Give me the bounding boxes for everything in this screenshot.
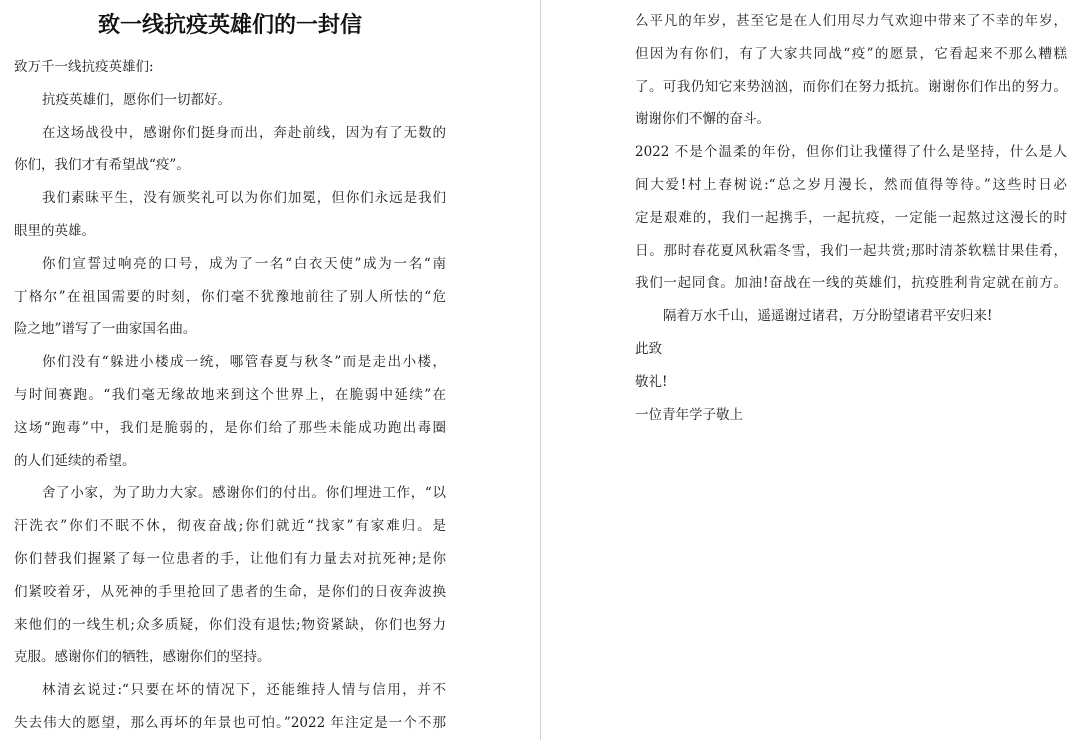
- text-line: 你们替我们握紧了每一位患者的手，让他们有力量去对抗死神;是你: [14, 550, 446, 567]
- text-line: 你们，我们才有希望战“疫”。: [14, 157, 190, 174]
- text-line: 舍了小家，为了助力大家。感谢你们的付出。你们埋进工作，“以: [42, 485, 446, 502]
- document-page-right: [541, 0, 1080, 740]
- text-line: 们紧咬着牙，从死神的手里抢回了患者的生命，是你们的日夜奔波换: [14, 583, 446, 600]
- letter-body-left: [14, 51, 446, 740]
- letter-title: 致一线抗疫英雄们的一封信: [97, 13, 362, 38]
- text-line: 一位青年学子敬上: [635, 406, 743, 423]
- text-line: 在这场战役中，感谢你们挺身而出，奔赴前线，因为有了无数的: [42, 124, 446, 141]
- text-line: 来他们的一线生机;众多质疑，你们没有退怯;物资紧缺，你们也努力: [14, 616, 446, 633]
- text-line: 你们没有“躲进小楼成一统，哪管春夏与秋冬”而是走出小楼，: [42, 354, 446, 371]
- text-line: 险之地”谱写了一曲家国名曲。: [14, 321, 197, 338]
- text-line: 抗疫英雄们，愿你们一切都好。: [42, 91, 231, 108]
- text-line: 定是艰难的，我们一起携手，一起抗疫，一定能一起熬过这漫长的时: [635, 209, 1067, 226]
- text-line: 的人们延续的希望。: [14, 452, 136, 469]
- text-line: 间大爱!村上春树说:“总之岁月漫长，然而值得等待。”这些时日必: [635, 176, 1067, 193]
- text-line: 与时间赛跑。“我们毫无缘故地来到这个世界上，在脆弱中延续”在: [14, 386, 446, 403]
- text-line: 隔着万水千山，遥遥谢过诸君，万分盼望诸君平安归来!: [663, 308, 993, 325]
- text-line: 致万千一线抗疫英雄们:: [14, 59, 154, 75]
- text-line: 我们素昧平生，没有颁奖礼可以为你们加冕，但你们永远是我们: [42, 190, 446, 207]
- text-line: 失去伟大的愿望，那么再坏的年景也可怕。”2022 年注定是一个不那: [14, 714, 446, 731]
- text-line: 2022 不是个温柔的年份，但你们让我懂得了什么是坚持，什么是人: [635, 144, 1067, 161]
- text-line: 谢谢你们不懈的奋斗。: [635, 111, 770, 128]
- text-line: 敬礼!: [635, 373, 668, 390]
- text-line: 林清玄说过:“只要在坏的情况下，还能维持人情与信用，并不: [42, 682, 446, 699]
- text-line: 了。可我仍知它来势汹汹，而你们在努力抵抗。谢谢你们作出的努力。: [635, 78, 1067, 95]
- letter-body-right: [635, 5, 1067, 431]
- text-line: 汗洗衣”你们不眠不休，彻夜奋战;你们就近“找家”有家难归。是: [14, 518, 446, 535]
- text-line: 日。那时春花夏风秋霜冬雪，我们一起共赏;那时清茶软糕甘果佳肴，: [635, 242, 1067, 259]
- text-line: 此致: [635, 340, 662, 357]
- text-line: 么平凡的年岁，甚至它是在人们用尽力气欢迎中带来了不幸的年岁，: [635, 13, 1067, 29]
- text-line: 这场“跑毒”中，我们是脆弱的，是你们给了那些未能成功跑出毒圈: [14, 419, 446, 436]
- text-line: 但因为有你们，有了大家共同战“疫”的愿景，它看起来不那么糟糕: [635, 45, 1067, 62]
- text-line: 眼里的英雄。: [14, 222, 95, 239]
- text-line: 你们宣誓过响亮的口号，成为了一名“白衣天使”成为一名“南: [42, 255, 446, 272]
- text-line: 丁格尔”在祖国需要的时刻，你们毫不犹豫地前往了别人所怯的“危: [14, 288, 446, 305]
- text-line: 我们一起同食。加油!奋战在一线的英雄们，抗疫胜利肯定就在前方。: [635, 275, 1067, 292]
- text-line: 克服。感谢你们的牺牲，感谢你们的坚持。: [14, 649, 271, 666]
